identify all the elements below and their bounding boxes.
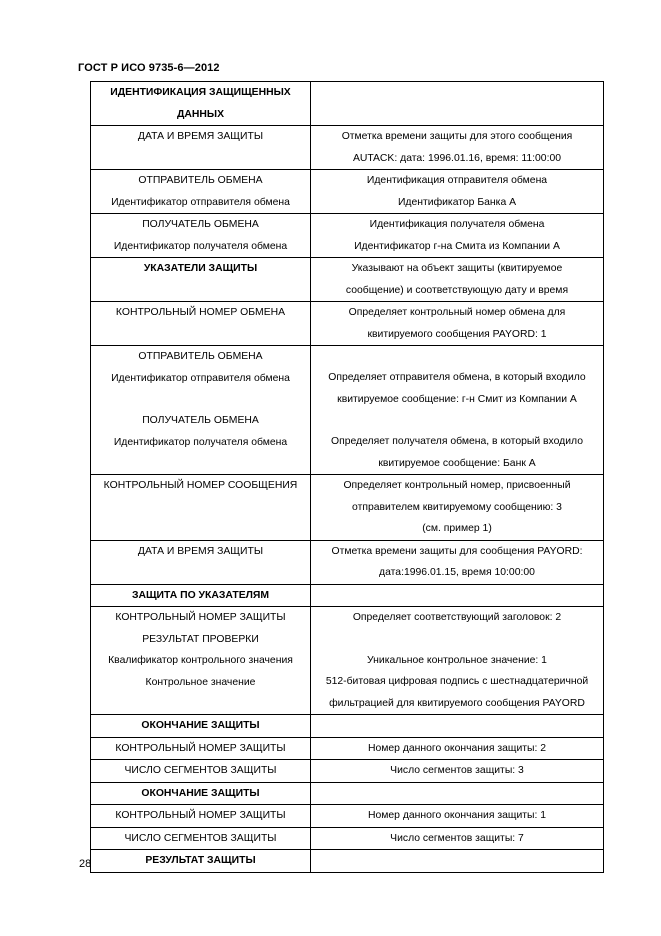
empty-line (313, 82, 601, 103)
table-row (91, 258, 604, 302)
element-value-text: AUTACK: дата: 1996.01.16, время: 11:00:00 (352, 152, 562, 164)
element-name-cell (91, 258, 311, 302)
element-name-text: УКАЗАТЕЛИ ЗАЩИТЫ (143, 263, 258, 274)
element-name-text: Идентификатор отправителя обмена (111, 196, 290, 208)
table-row (91, 214, 604, 258)
element-name-text: ОТПРАВИТЕЛЬ ОБМЕНА (138, 351, 263, 362)
element-value-cell (311, 760, 604, 783)
element-value-text: Идентификация отправителя обмена (366, 175, 548, 186)
table-row (91, 607, 604, 715)
empty-line (313, 346, 601, 367)
segment-table-body (91, 82, 604, 873)
element-name-text: КОНТРОЛЬНЫЙ НОМЕР ОБМЕНА (115, 307, 286, 318)
element-name-text: РЕЗУЛЬТАТ ПРОВЕРКИ (142, 633, 259, 645)
element-value-text: 512-битовая цифровая подпись с шестнадцатеричной (325, 676, 589, 687)
element-name-cell (91, 584, 311, 607)
element-value-cell (311, 302, 604, 346)
element-name-text: ПОЛУЧАТЕЛЬ ОБМЕНА (142, 415, 259, 426)
element-name-cell (91, 540, 311, 584)
empty-line (313, 783, 601, 804)
element-value-text: Число сегментов защиты: 7 (390, 832, 524, 844)
table-row (91, 584, 604, 607)
empty-line (313, 850, 601, 871)
element-value-text: Отметка времени защиты для сообщения PAYORD: (331, 545, 583, 557)
element-value-cell (311, 715, 604, 738)
table-row (91, 82, 604, 126)
element-value-text: Определяет соответствующий заголовок: 2 (352, 612, 562, 623)
table-row (91, 126, 604, 170)
element-name-cell (91, 607, 311, 715)
element-value-text: фильтрацией для квитируемого сообщения PAYORD (329, 697, 585, 709)
table-row (91, 782, 604, 805)
empty-line (93, 389, 308, 410)
element-name-cell (91, 737, 311, 760)
element-name-cell (91, 475, 311, 541)
element-value-text: Номер данного окончания защиты: 1 (367, 810, 547, 821)
element-name-text: КОНТРОЛЬНЫЙ НОМЕР ЗАЩИТЫ (115, 612, 286, 623)
element-value-text: Идентификация получателя обмена (369, 219, 545, 230)
element-value-text: Определяет контрольный номер обмена для (348, 307, 566, 318)
element-value-text: Определяет получателя обмена, в который входило (330, 436, 584, 447)
element-value-text: Уникальное контрольное значение: 1 (367, 654, 547, 666)
element-name-cell (91, 850, 311, 873)
table-row (91, 850, 604, 873)
element-value-text: сообщение) и соответствующую дату и время (345, 284, 569, 296)
empty-line (93, 693, 308, 714)
segment-table (90, 81, 604, 873)
element-name-cell (91, 214, 311, 258)
table-row (91, 805, 604, 828)
empty-line (93, 453, 308, 474)
table-row (91, 170, 604, 214)
empty-line (313, 585, 601, 606)
element-name-text: ЧИСЛО СЕГМЕНТОВ ЗАЩИТЫ (124, 832, 277, 844)
element-name-cell (91, 82, 311, 126)
element-name-cell (91, 170, 311, 214)
element-value-text: Отметка времени защиты для этого сообщения (341, 131, 573, 142)
element-value-cell (311, 126, 604, 170)
table-row (91, 540, 604, 584)
element-value-cell (311, 782, 604, 805)
element-value-cell (311, 258, 604, 302)
element-name-cell (91, 805, 311, 828)
element-value-cell (311, 827, 604, 850)
table-row (91, 346, 604, 475)
element-value-text: квитируемое сообщение: г-н Смит из Компании А (337, 393, 577, 405)
element-name-text: ОТПРАВИТЕЛЬ ОБМЕНА (138, 175, 263, 186)
element-value-text: (см. пример 1) (422, 523, 492, 534)
element-name-text: Идентификатор получателя обмена (113, 436, 288, 448)
element-name-cell (91, 126, 311, 170)
element-name-text: КОНТРОЛЬНЫЙ НОМЕР ЗАЩИТЫ (115, 742, 286, 754)
element-value-cell (311, 475, 604, 541)
element-value-text: квитируемого сообщения PAYORD: 1 (367, 328, 547, 340)
element-name-text: ЧИСЛО СЕГМЕНТОВ ЗАЩИТЫ (124, 765, 277, 776)
element-name-cell (91, 827, 311, 850)
element-value-cell (311, 584, 604, 607)
element-value-text: квитируемое сообщение: Банк А (378, 457, 536, 469)
element-name-cell (91, 346, 311, 475)
element-name-text: ИДЕНТИФИКАЦИЯ ЗАЩИЩЕННЫХ ДАННЫХ (110, 87, 291, 120)
element-name-text: ДАТА И ВРЕМЯ ЗАЩИТЫ (137, 545, 264, 557)
element-name-text: Идентификатор получателя обмена (113, 240, 288, 252)
element-name-text: Идентификатор отправителя обмена (111, 372, 290, 384)
element-value-cell (311, 540, 604, 584)
empty-line (313, 410, 601, 431)
element-value-cell (311, 737, 604, 760)
element-value-text: Идентификатор Банка А (397, 196, 517, 208)
element-name-cell (91, 760, 311, 783)
element-value-cell (311, 170, 604, 214)
element-value-text: Номер данного окончания защиты: 2 (367, 742, 547, 754)
element-value-text: дата:1996.01.15, время 10:00:00 (379, 567, 535, 578)
element-name-text: КОНТРОЛЬНЫЙ НОМЕР ЗАЩИТЫ (115, 810, 286, 821)
document-header: ГОСТ Р ИСО 9735-6—2012 (78, 62, 220, 74)
element-name-text: РЕЗУЛЬТАТ ЗАЩИТЫ (145, 855, 256, 866)
table-row (91, 475, 604, 541)
element-name-cell (91, 302, 311, 346)
element-value-cell (311, 805, 604, 828)
empty-line (313, 715, 601, 736)
element-value-cell (311, 850, 604, 873)
page-number: 28 (79, 858, 92, 870)
element-value-cell (311, 346, 604, 475)
element-name-text: КОНТРОЛЬНЫЙ НОМЕР СООБЩЕНИЯ (103, 480, 298, 491)
element-name-text: Квалификатор контрольного значения (108, 655, 293, 666)
element-name-text: ДАТА И ВРЕМЯ ЗАЩИТЫ (137, 131, 264, 142)
element-value-text: Определяет отправителя обмена, в который входило (328, 372, 586, 383)
element-name-cell (91, 782, 311, 805)
table-row (91, 715, 604, 738)
element-name-text: ПОЛУЧАТЕЛЬ ОБМЕНА (142, 219, 259, 230)
element-value-text: отправителем квитируемому сообщению: 3 (352, 501, 562, 513)
table-row (91, 302, 604, 346)
element-value-text: Указывают на объект защиты (квитируемое (351, 263, 563, 274)
element-name-cell (91, 715, 311, 738)
element-value-text: Определяет контрольный номер, присвоенный (343, 480, 571, 491)
empty-line (313, 629, 601, 650)
table-row (91, 737, 604, 760)
element-value-cell (311, 607, 604, 715)
element-name-text: Контрольное значение (145, 676, 256, 688)
table-row (91, 760, 604, 783)
element-value-text: Идентификатор г-на Смита из Компании А (354, 240, 560, 252)
table-row (91, 827, 604, 850)
element-name-text: ЗАЩИТА ПО УКАЗАТЕЛЯМ (131, 589, 270, 601)
element-name-text: ОКОНЧАНИЕ ЗАЩИТЫ (141, 787, 260, 799)
element-value-cell (311, 214, 604, 258)
element-name-text: ОКОНЧАНИЕ ЗАЩИТЫ (141, 720, 260, 731)
element-value-cell (311, 82, 604, 126)
element-value-text: Число сегментов защиты: 3 (390, 765, 524, 776)
